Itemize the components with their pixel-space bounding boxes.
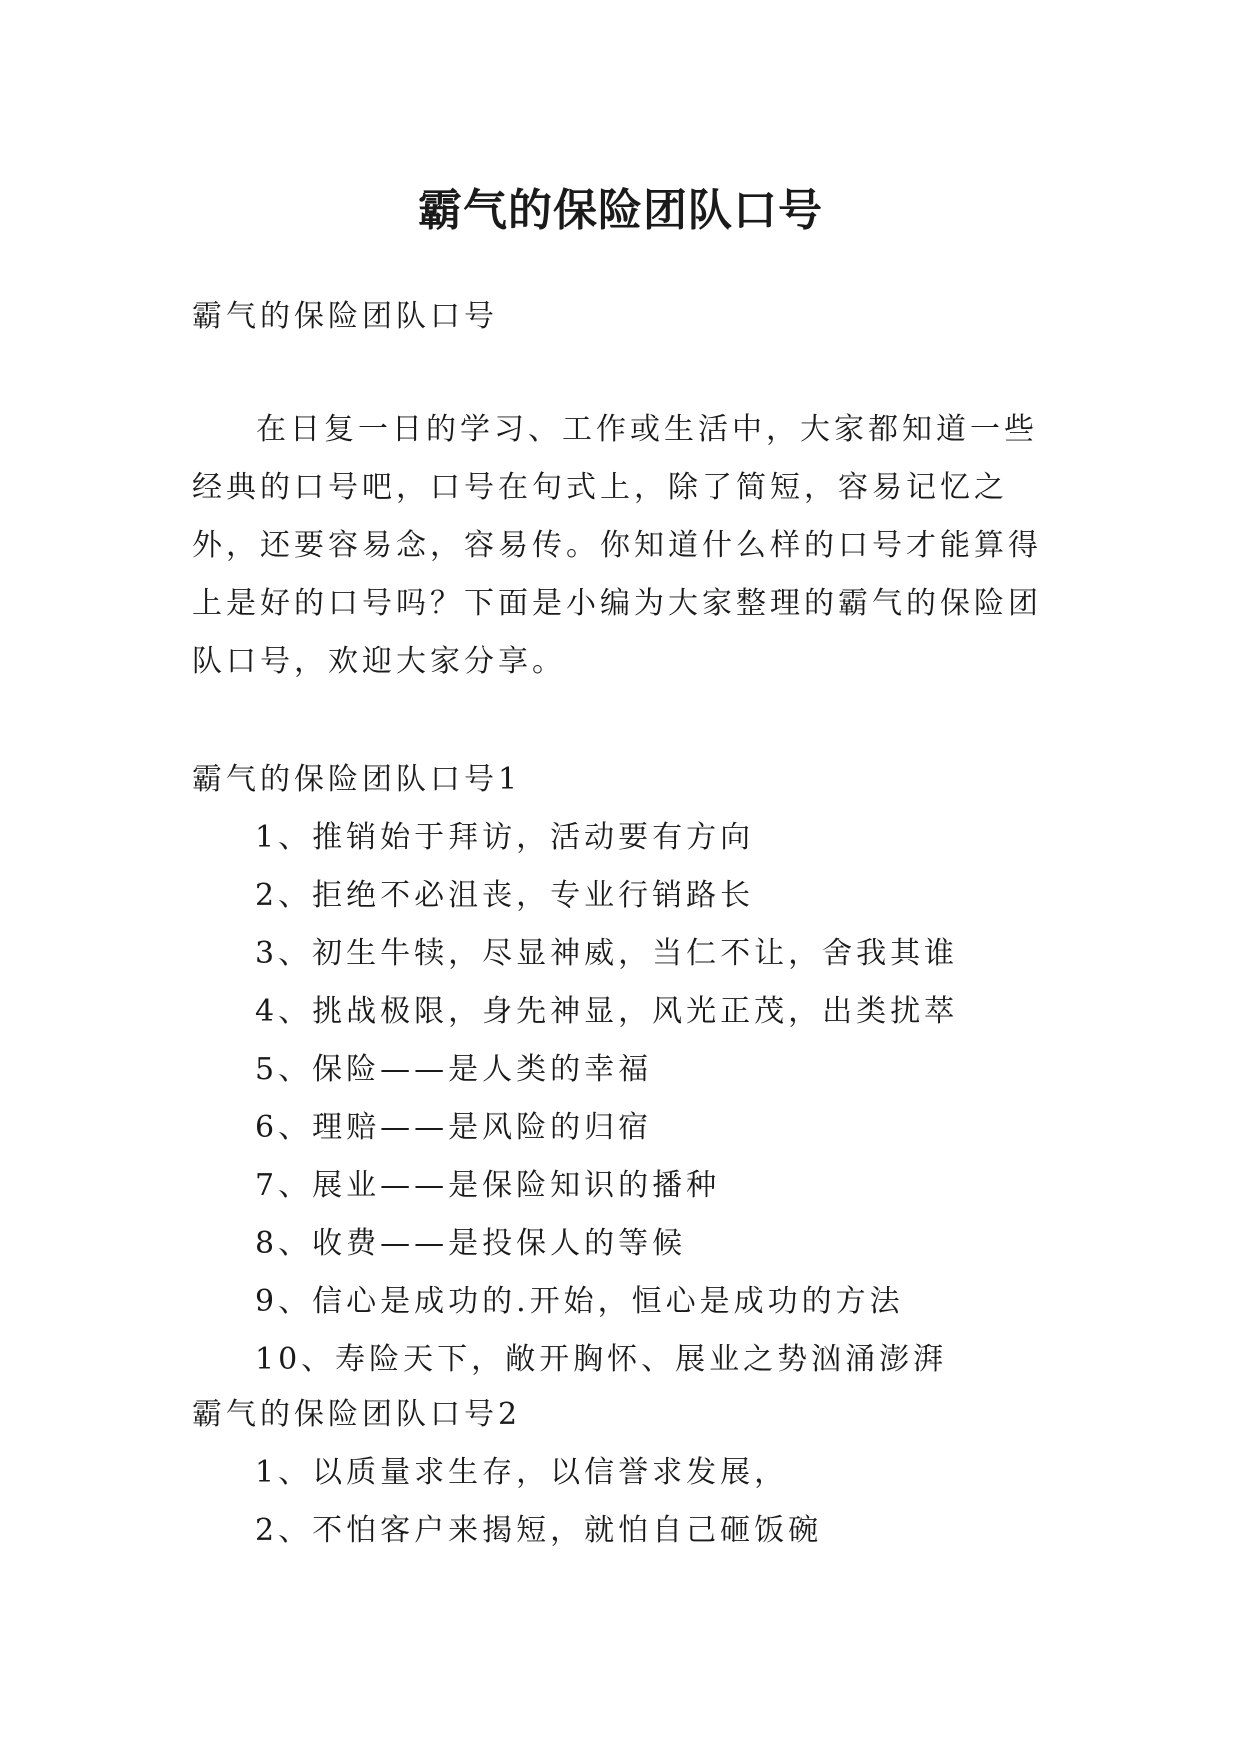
list-item: 2、拒绝不必沮丧，专业行销路长 [255,878,755,913]
list-item: 9、信心是成功的.开始，恒心是成功的方法 [255,1284,904,1319]
slogan-list [255,1444,822,1560]
section-heading: 霸气的保险团队口号2 [192,1397,522,1432]
list-item: 1、以质量求生存，以信誉求发展， [255,1455,789,1490]
intro-paragraph: 在日复一日的学习、工作或生活中，大家都知道一些经典的口号吧，口号在句式上，除了简短，容易记忆之外，还要容易念，容易传。你知道什么样的口号才能算得上是好的口号吗？下面是小编为大家整理的霸气的保险团队口号，欢迎大家分享。 [192,412,1042,679]
slogan-list [255,809,958,1389]
list-item: 3、初生牛犊，尽显神威，当仁不让，舍我其谁 [255,936,959,971]
list-item: 2、不怕客户来揭短，就怕自己砸饭碗 [255,1513,823,1548]
list-item: 5、保险——是人类的幸福 [255,1052,653,1087]
list-item: 10、寿险天下，敞开胸怀、展业之势汹涌澎湃 [255,1342,948,1377]
document-title: 霸气的保险团队口号 [418,185,823,237]
list-item: 8、收费——是投保人的等候 [255,1226,687,1261]
section-heading: 霸气的保险团队口号1 [192,762,522,797]
list-item: 7、展业——是保险知识的播种 [255,1168,721,1203]
list-item: 6、理赔——是风险的归宿 [255,1110,653,1145]
document-subtitle: 霸气的保险团队口号 [192,299,498,334]
list-item: 1、推销始于拜访，活动要有方向 [255,820,755,855]
list-item: 4、挑战极限，身先神显，风光正茂，出类扰萃 [255,994,959,1029]
